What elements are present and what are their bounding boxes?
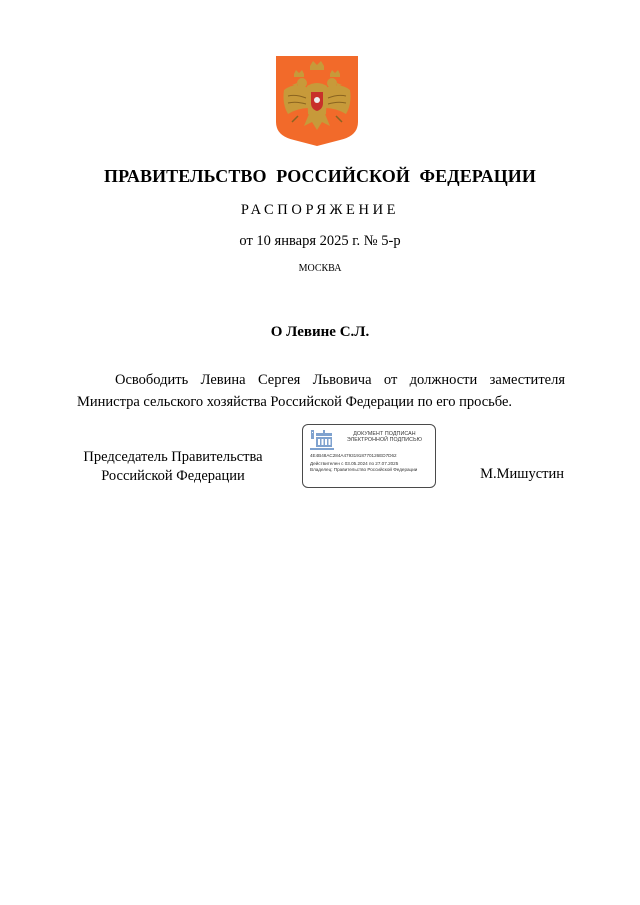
signature-owner: Владелец: Правительство Российской Федерации <box>310 467 418 472</box>
document-type: РАСПОРЯЖЕНИЕ <box>240 202 400 218</box>
signer-name: М.Мишустин <box>480 466 564 482</box>
signature-validity: Действителен с 03.05.2024 по 27.07.2025 <box>310 461 399 466</box>
document-date-number: от 10 января 2025 г. № 5-р <box>239 233 401 249</box>
coat-of-arms-emblem <box>276 56 358 146</box>
signature-stamp-heading: ДОКУМЕНТ ПОДПИСАН ЭЛЕКТРОННОЙ ПОДПИСЬЮ <box>346 431 423 444</box>
government-building-icon <box>310 430 334 450</box>
government-title: ПРАВИТЕЛЬСТВО РОССИЙСКОЙ ФЕДЕРАЦИИ <box>103 166 536 186</box>
city-name: МОСКВА <box>298 263 342 274</box>
document-subject: О Левине С.Л. <box>270 324 370 340</box>
signature-certificate-number: 4E4B48AC284A47931918770126ED7D62 <box>310 453 397 458</box>
electronic-signature-stamp <box>302 424 436 488</box>
double-headed-eagle-icon <box>276 56 358 146</box>
order-body-text: Освободить Левина Сергея Львовича от должности заместителя Министра сельского хозяйства Российской Федерации по его просьбе. <box>77 372 565 410</box>
signer-position-title: Председатель Правительства Российской Федерации <box>83 449 263 484</box>
